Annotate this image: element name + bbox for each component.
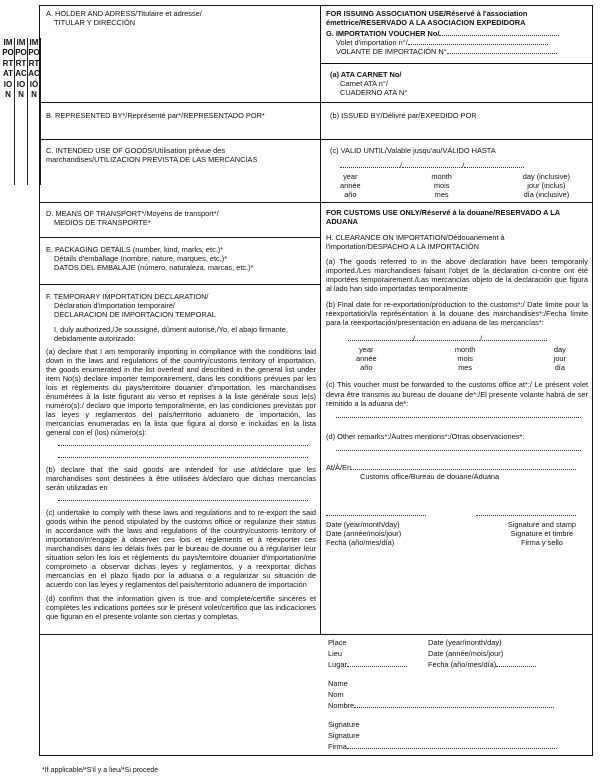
side-label-3: IMPORTACIÓN bbox=[28, 38, 41, 185]
final-year-label: year bbox=[359, 345, 374, 355]
customs-office-label: Customs office/Bureau de douane/Aduana bbox=[360, 471, 500, 481]
customs-section: FOR CUSTOMS USE ONLY/Réservé à la douane/RESERVADO A LA ADUANA H. CLEARANCE ON IMPORTATION/Dédouanement à l'importation/DESPACHO A LA IMPORTACIÓN (a) The goods referred to in the above declaration have been temporarily imported./Les marchandises faisant l'objet de la déclaration ci-contre ont été importées temporairement./Las mercancías objeto de la declaración que figura al lado han sido importadas temporalmente (b) Final date for re-exportation/production to the customs*:/ Date limite pour la réexportation/la représentation à la douane des marchandises*:/Fecha límite para la reexportación/presentación en aduana de las mercancías*: / / year année año month mois mes day jour día (c) This voucher must be forwarded to the customs office at*:/ Le présent volet devra être transmis au bureau de douane de*:/El presente volante habrá de ser remitido a la aduana de*: (d) Other remarks*:/Autres mentions*:/Otras observaciones*: At/À/En Customs office/Bureau de douane/Aduana Date (year/month/day) Date (année/mois/jour) Fecha (año/mes/día) Signature and stamp Signature et timbre Firma y sello bbox=[326, 208, 588, 547]
valid-year-label: year bbox=[343, 172, 358, 182]
final-day-label-es: día bbox=[554, 363, 565, 373]
section-a: A. HOLDER AND ADRESS/Titulaire et adresse/ TITULAR Y DIRECCIÓN bbox=[46, 9, 316, 27]
clearance-item-b: (b) Final date for re-exportation/production to the customs*:/ Date limite pour la réexportation/la représentation à la douane des marchandises*:/Fecha límite para la reexportación/presentación en aduana de las mercancías*: bbox=[326, 300, 588, 328]
issued-section bbox=[330, 111, 588, 120]
section-f bbox=[46, 292, 316, 621]
section-f-item-d: (d) confirm that the information given is true and complete/certifie sincères et complètes les indications portées sur le présent volet/certifico que las indicaciones que figuran en el presente volante son ciertas y completas. bbox=[46, 593, 316, 621]
section-b: B. REPRESENTED BY*/Représenté par*/REPRESENTADO POR* bbox=[46, 111, 265, 120]
section-b-fr: Représenté par* bbox=[127, 111, 182, 120]
dotted-line bbox=[347, 660, 407, 667]
issuing-header: FOR ISSUING ASSOCIATION USE/Réservé à l'association émettrice/RESERVADO A LA ASOCIACION EXPEDIDORA bbox=[326, 9, 528, 28]
final-year-label-fr: année bbox=[356, 354, 377, 364]
dotted-line bbox=[354, 701, 554, 708]
clearance-title: H. CLEARANCE ON IMPORTATION/Dédouanement à l'importation/DESPACHO A LA IMPORTACIÓN bbox=[326, 233, 505, 252]
customs-date-label-fr: Date (année/mois/jour) bbox=[326, 528, 402, 538]
valid-day-label-es: día (inclusive) bbox=[523, 190, 570, 200]
clearance-item-c: (c) This voucher must be forwarded to the customs office at*:/ Le présent volet devra être transmis au bureau de douane de*:/El presente volante habrá de ser remitido a la aduana de*: bbox=[326, 380, 588, 408]
valid-day-label-fr: jour (inclus) bbox=[527, 181, 566, 191]
section-f-item-c: (c) undertake to comply with these laws and regulations and to re-export the said goods within the period stipulated by the customs office or regularize their status in accordance with the laws and regulations of the country/customs territory of importation/m'engage à observer ces lois et règlements et à réexporter ces marchandises dans les délais fixés par le bureau de douane ou à régulariser leur situation selon les lois et règlements du pays/territoire douanier d'importation/me comprometo a observar dichas leyes y reglamentos, y a reexportar dichas mercancías en el plazo fijado por la aduana o a regularizar su situación de acuerdo con las leyes y reglamentos del país/territorio aduanero de importación bbox=[46, 507, 316, 589]
column-divider bbox=[320, 5, 321, 634]
section-a-es: TITULAR Y DIRECCIÓN bbox=[54, 18, 136, 28]
dotted-line bbox=[476, 509, 576, 516]
ata-es: CUADERNO ATA N° bbox=[340, 88, 408, 98]
issuing-section bbox=[326, 9, 588, 56]
ata-fr: Carnet ATA n°/ bbox=[340, 79, 388, 89]
voucher-title: G. IMPORTATION VOUCHER No/ bbox=[326, 29, 440, 39]
section-c: C. INTENDED USE OF GOODS/Utilisation prévue des marchandises/UTILIZACION PREVISTA DE LAS MERCANCIAS bbox=[46, 146, 258, 165]
section-e-es: DATOS DEL EMBALAJE (número, naturaleza, marcas, etc.)* bbox=[54, 263, 254, 273]
section-c-title: C. INTENDED USE OF GOODS bbox=[46, 146, 153, 155]
customs-signature-label-fr: Signature et timbre bbox=[510, 528, 574, 538]
clearance-item-d: (d) Other remarks*:/Autres mentions*:/Otras observaciones*: bbox=[326, 431, 525, 441]
voucher-fr: Volet d'importation n°/ bbox=[336, 38, 408, 48]
voucher-es: VOLANTE DE IMPORTACIÓN N° bbox=[336, 47, 447, 57]
ata-title: (a) ATA CARNET No/ bbox=[330, 70, 402, 79]
section-e-title: E. PACKAGING DETAILS (number, kind, marks, etc.)* bbox=[46, 245, 224, 254]
dotted-line bbox=[58, 439, 308, 446]
side-labels bbox=[2, 38, 42, 185]
customs-date-label: Date (year/month/day) bbox=[326, 519, 400, 529]
final-day-label-fr: jour bbox=[553, 354, 566, 364]
valid-day-label: day (inclusive) bbox=[522, 172, 570, 182]
side-label-2: IMPORTACION bbox=[15, 38, 28, 185]
section-f-item-a: (a) declare that I am temporarily importing in compliance with the conditions laid down in the laws and regulations of the country/customs territory of importation, the goods enumerated in the list overleaf and described in the general list under item No(s) declare importer temporairement, dans les conditions prévues par les lois et règlements du pays/territoire douanier d'importation, les marchandises énumérées à la liste figurant au verso et reprises à la liste générale sous le(s) numéro(s):/ declaro que importo temporalmente, en las condiciones previstas por las leyes y reglamentos del país/territorio aduanero de importación, las mercancías enumeradas en la lista que figura al dorso e incluidas en la lista general con el (los) número(s): bbox=[46, 347, 316, 438]
section-d-es: MEDIOS DE TRANSPORTE* bbox=[54, 218, 151, 228]
divider bbox=[39, 139, 320, 140]
clearance-item-a: (a) The goods referred to in the above declaration have been temporarily imported./Les marchandises faisant l'objet de la déclaration ci-contre ont été importées temporairement./Las mercancías objeto de la declaración que figura al lado han sido importadas temporalmente bbox=[326, 257, 588, 294]
section-a-title: A. HOLDER AND ADRESS bbox=[46, 9, 136, 18]
section-c-es: UTILIZACION PREVISTA DE LAS MERCANCIAS bbox=[94, 155, 258, 165]
section-f-fr: Déclaration d'importation temporaire/ bbox=[54, 301, 175, 311]
divider bbox=[39, 102, 320, 103]
divider bbox=[39, 202, 320, 203]
place-label-es: Lugar bbox=[328, 660, 347, 669]
dotted-line bbox=[336, 444, 581, 451]
issued-by-label: (b) ISSUED BY/Délivré par/EXPEDIDO POR bbox=[330, 111, 477, 120]
section-f-intro: I, duly authorized,/Je soussigné, dûment autorisé,/Yo, el abajo firmante, debidamente autorizado: bbox=[54, 325, 288, 344]
valid-month-label-es: mes bbox=[434, 190, 449, 200]
dotted-line bbox=[58, 494, 308, 501]
section-e bbox=[46, 245, 316, 272]
signature-label-es: Firma bbox=[328, 742, 347, 751]
dotted-line bbox=[351, 463, 576, 470]
name-label-es: Nombre bbox=[328, 701, 355, 710]
holder-signature-block bbox=[328, 638, 588, 753]
section-b-title: B. REPRESENTED BY* bbox=[46, 111, 126, 120]
place-label-fr: Lieu bbox=[328, 649, 342, 658]
footnote: *If applicable/*S'il y a lieu/*Si procede bbox=[42, 767, 159, 774]
dotted-line bbox=[58, 451, 308, 458]
valid-year-label-fr: année bbox=[340, 181, 361, 191]
dotted-line bbox=[496, 660, 536, 667]
section-d: D. MEANS OF TRANSPORT*/Moyens de transport*/ MEDIOS DE TRANSPORTE* bbox=[46, 209, 316, 227]
customs-signature-label: Signature and stamp bbox=[507, 519, 576, 529]
signature-label-fr: Signature bbox=[328, 731, 360, 740]
section-d-title: D. MEANS OF TRANSPORT* bbox=[46, 209, 145, 218]
dotted-line bbox=[336, 411, 581, 418]
final-year-label-es: año bbox=[360, 363, 373, 373]
valid-month-label: month bbox=[431, 172, 452, 182]
dotted-line bbox=[347, 742, 557, 749]
at-label: At/À/En bbox=[326, 462, 352, 472]
ata-section bbox=[330, 70, 588, 97]
valid-section: (c) VALID UNTIL/Valable jusqu'au/VÁLIDO HASTA / / year année año month mois mes day (inclusive) jour (inclus) día (inclusive) bbox=[330, 146, 588, 199]
divider bbox=[320, 63, 592, 64]
date-label-es: Fecha (año/mes/día) bbox=[428, 660, 497, 669]
divider bbox=[320, 102, 592, 103]
dotted-line bbox=[447, 47, 557, 54]
dotted-line bbox=[402, 161, 462, 168]
dotted-line bbox=[482, 334, 547, 341]
section-d-fr: Moyens de transport* bbox=[146, 209, 217, 218]
date-label: Date (year/month/day) bbox=[428, 638, 502, 647]
section-a-fr: Titulaire et adresse bbox=[137, 9, 200, 18]
dotted-line bbox=[340, 161, 400, 168]
section-c-fr: Utilisation prévue des marchandises bbox=[46, 146, 226, 165]
final-month-label-fr: mois bbox=[457, 354, 473, 364]
side-label-1: IMPORTATION bbox=[2, 38, 15, 185]
final-month-label-es: mes bbox=[458, 363, 473, 373]
customs-date-label-es: Fecha (año/mes/día) bbox=[326, 537, 395, 547]
divider bbox=[320, 202, 592, 203]
divider bbox=[39, 237, 320, 238]
section-e-fr: Détails d'emballage (nombre, nature, marques, etc.)* bbox=[54, 254, 228, 264]
valid-month-label-fr: mois bbox=[433, 181, 450, 191]
customs-signature-label-es: Firma y sello bbox=[520, 537, 563, 547]
section-b-es: REPRESENTADO POR* bbox=[183, 111, 265, 120]
valid-year-label-es: año bbox=[344, 190, 357, 200]
valid-until-label: (c) VALID UNTIL/Valable jusqu'au/VÁLIDO HASTA bbox=[330, 146, 496, 155]
customs-header: FOR CUSTOMS USE ONLY/Réservé à la douane/RESERVADO A LA ADUANA bbox=[326, 208, 560, 227]
divider bbox=[39, 634, 592, 635]
date-label-fr: Date (année/mois/jour) bbox=[428, 649, 504, 658]
section-f-item-b: (b) declare that the said goods are intended for use at/déclare que les marchandises sont destinées à être utilisées à/declaro que dichas mercancías serán utilizadas en bbox=[46, 464, 316, 492]
section-f-es: DECLARACION DE IMPORTACION TEMPORAL bbox=[54, 310, 216, 320]
final-day-label: day bbox=[553, 345, 566, 355]
place-label: Place bbox=[328, 638, 347, 647]
dotted-line bbox=[348, 334, 413, 341]
name-label-fr: Nom bbox=[328, 690, 344, 699]
final-month-label: month bbox=[454, 345, 476, 355]
section-f-title: F. TEMPORARY IMPORTATION DECLARATION/ bbox=[46, 292, 209, 301]
signature-label: Signature bbox=[328, 720, 360, 729]
divider bbox=[39, 284, 320, 285]
dotted-line bbox=[439, 29, 559, 36]
dotted-line bbox=[464, 161, 524, 168]
dotted-line bbox=[415, 334, 480, 341]
dotted-line bbox=[408, 38, 548, 45]
name-label: Name bbox=[328, 679, 348, 688]
dotted-line bbox=[326, 509, 426, 516]
divider bbox=[320, 139, 592, 140]
